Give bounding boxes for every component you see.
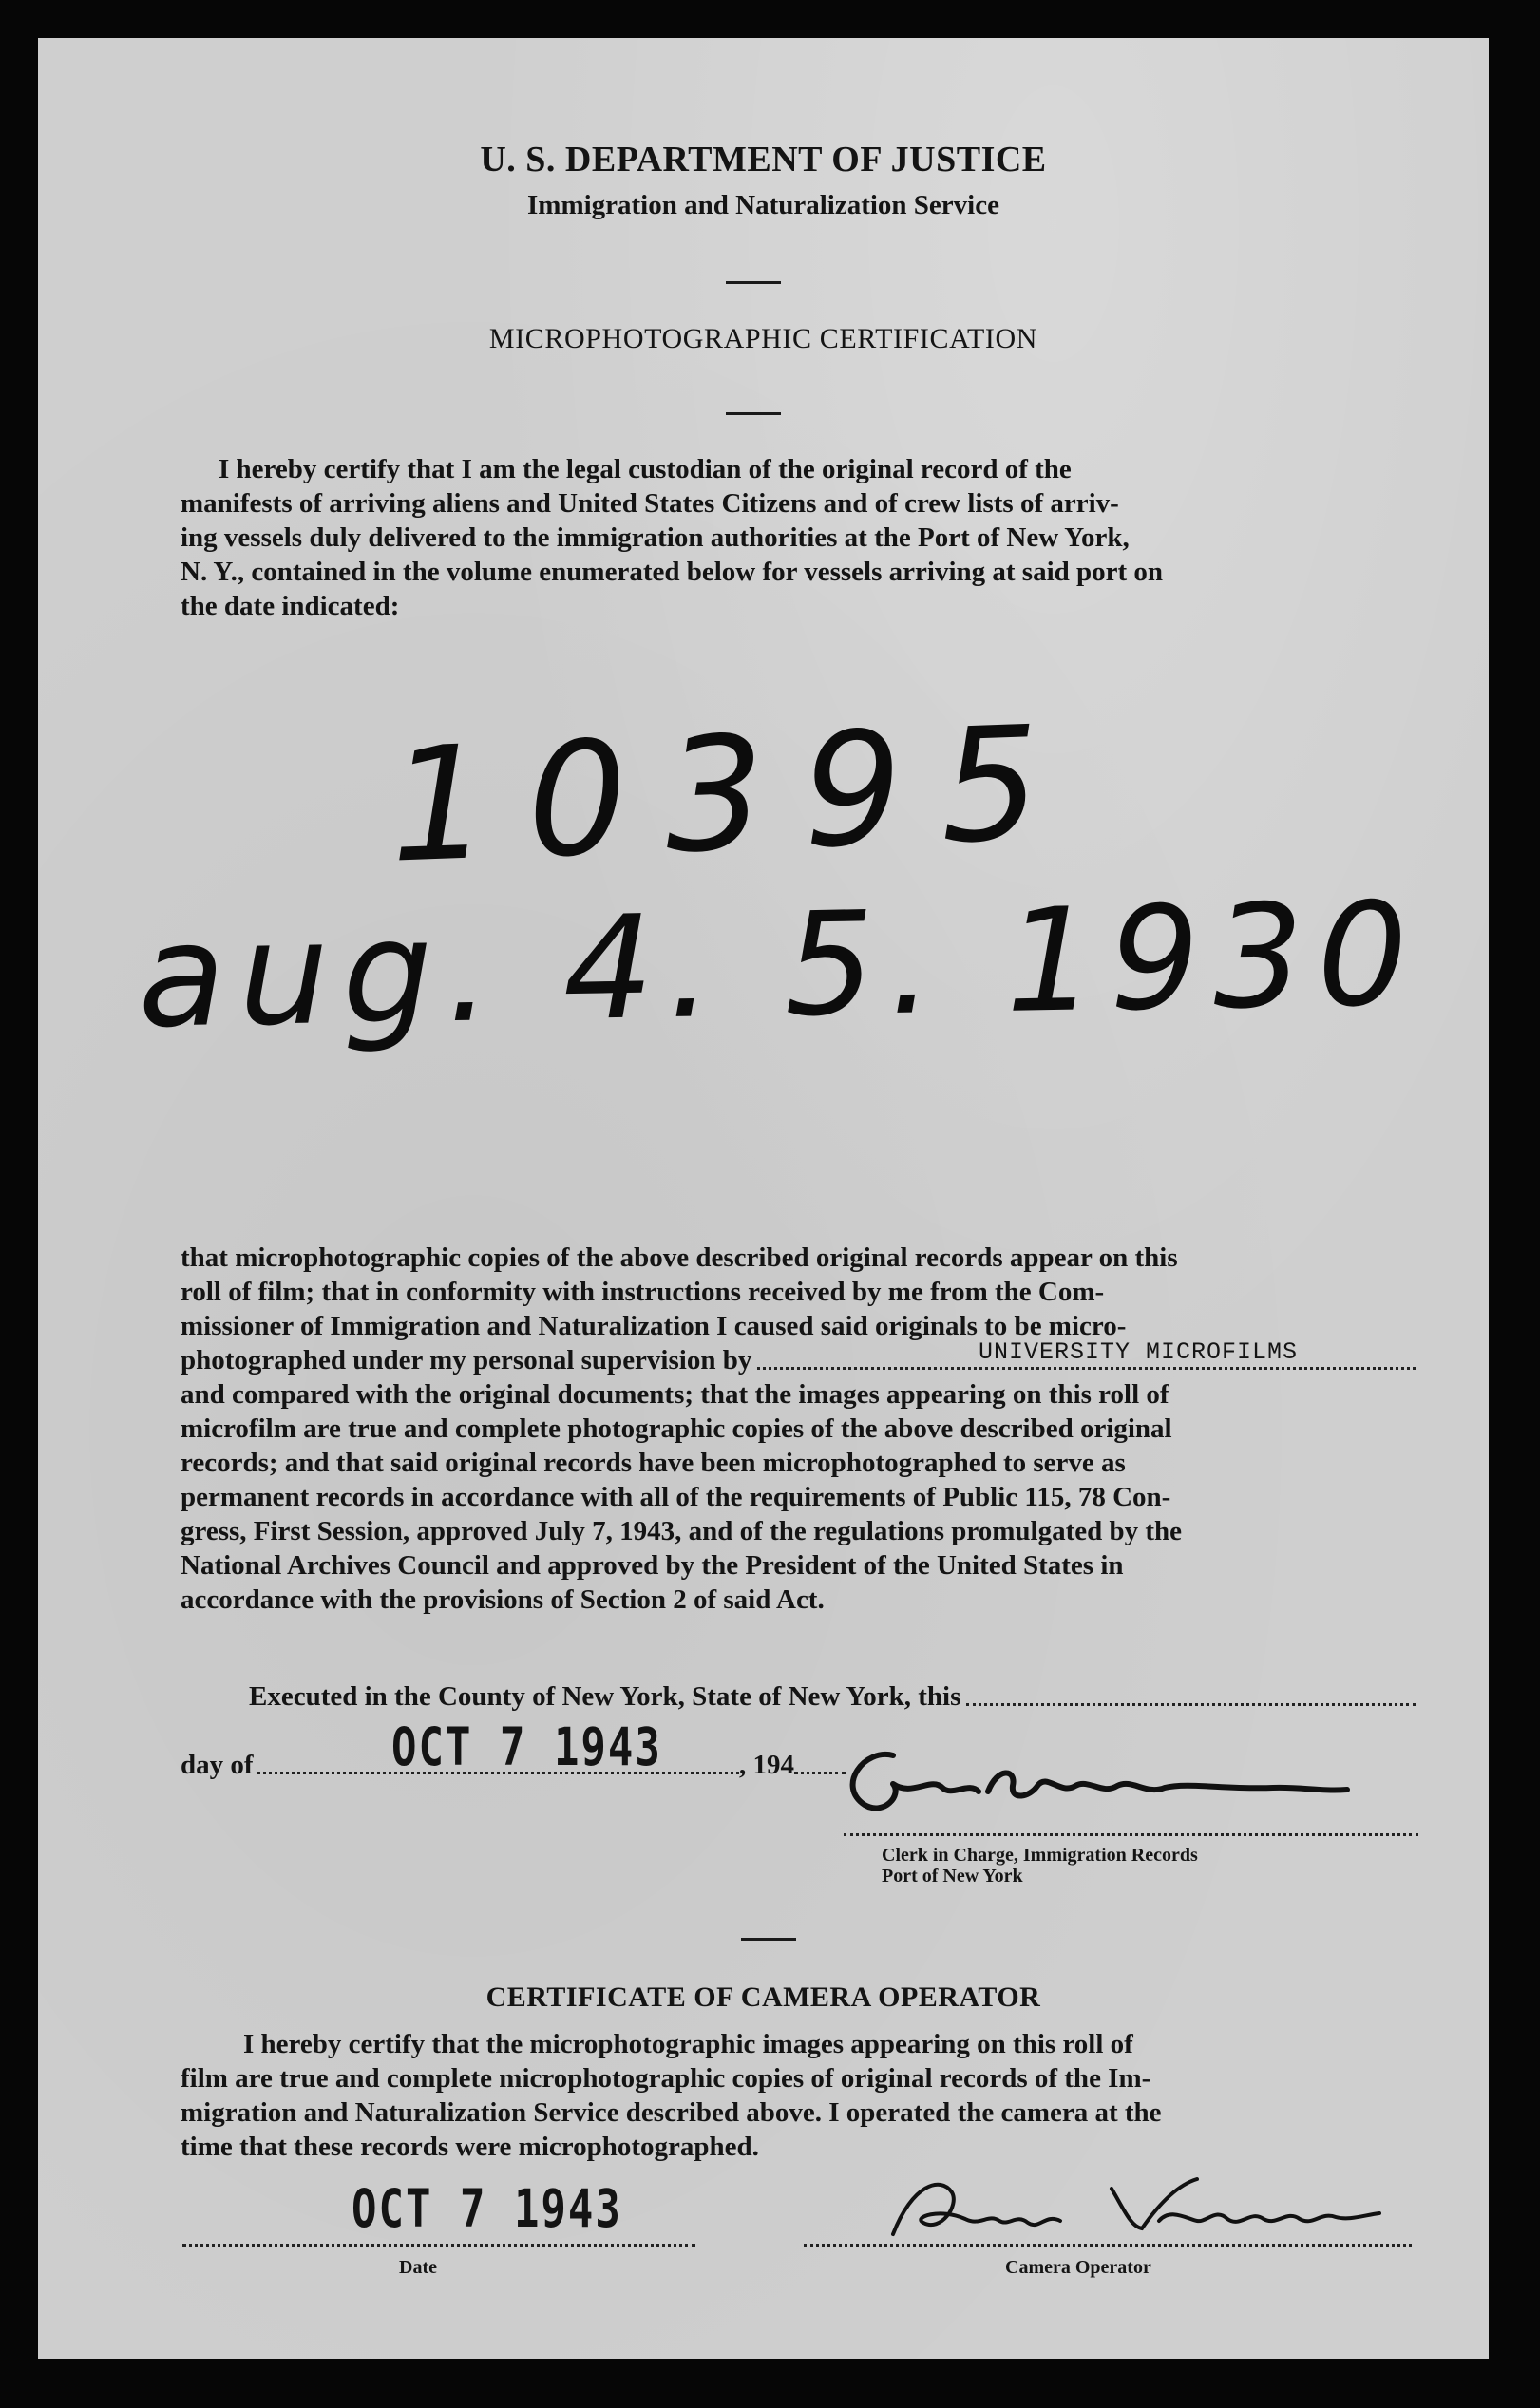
camera-line: migration and Naturalization Service described above. I operated the camera at the xyxy=(181,2097,1162,2128)
section-title: MICROPHOTOGRAPHIC CERTIFICATION xyxy=(488,323,1038,354)
custodian-line: I hereby certify that I am the legal custodian of the original record of the xyxy=(219,454,1072,484)
divider-top xyxy=(726,281,781,284)
certification-page xyxy=(38,38,1489,2359)
camera-line: film are true and complete microphotographic copies of original records of the Im- xyxy=(181,2063,1151,2094)
custodian-line: the date indicated: xyxy=(181,591,400,621)
body-line: gress, First Session, approved July 7, 1943, and of the regulations promulgated by the xyxy=(181,1516,1183,1546)
executed-text: Executed in the County of New York, State of New York, this xyxy=(249,1681,961,1712)
operator-signature xyxy=(874,2166,1387,2251)
clerk-title-line2: Port of New York xyxy=(882,1866,1023,1887)
body-line-text: photographed under my personal supervision by xyxy=(181,1345,752,1375)
executed-date-stamp: OCT 7 1943 xyxy=(391,1717,662,1778)
body-line: roll of film; that in conformity with instructions received by me from the Com- xyxy=(181,1277,1105,1307)
operator-dotted-line xyxy=(804,2244,1412,2247)
service-subtitle: Immigration and Naturalization Service xyxy=(527,190,999,220)
body-line: microfilm are true and complete photographic copies of the above described original xyxy=(181,1413,1172,1444)
executed-dotted-line xyxy=(966,1703,1416,1706)
handwritten-date-range: aug. 4. 5. 1930 xyxy=(136,872,1423,1060)
camera-line: I hereby certify that the microphotographic images appearing on this roll of xyxy=(243,2029,1133,2059)
divider-bottom xyxy=(741,1938,796,1941)
body-line: missioner of Immigration and Naturalization I caused said originals to be micro- xyxy=(181,1311,1127,1341)
executed-line xyxy=(249,1679,1416,1714)
body-paragraph xyxy=(181,1241,1416,1617)
operator-label: Camera Operator xyxy=(1005,2257,1151,2278)
clerk-signature-image xyxy=(827,1729,1359,1833)
body-line: that microphotographic copies of the above described original records appear on this xyxy=(181,1242,1178,1273)
year-prefix: , 194 xyxy=(739,1750,794,1780)
clerk-signature xyxy=(827,1729,1359,1833)
handwritten-volume-number: 10395 xyxy=(386,691,1082,898)
department-title: U. S. DEPARTMENT OF JUSTICE xyxy=(480,140,1047,180)
camera-date-stamp: OCT 7 1943 xyxy=(352,2179,622,2240)
typed-company-name: UNIVERSITY MICROFILMS xyxy=(979,1338,1299,1366)
divider-second xyxy=(726,412,781,415)
body-line: and compared with the original documents; that the images appearing on this roll of xyxy=(181,1379,1169,1410)
date-label: Date xyxy=(399,2257,437,2278)
date-dotted-line xyxy=(182,2244,695,2247)
body-line: accordance with the provisions of Section 2 of said Act. xyxy=(181,1584,825,1615)
operator-signature-image xyxy=(874,2166,1387,2251)
body-line: National Archives Council and approved by the President of the United States in xyxy=(181,1550,1124,1581)
camera-paragraph xyxy=(181,2027,1416,2164)
custodian-paragraph xyxy=(181,452,1416,623)
custodian-line: N. Y., contained in the volume enumerated below for vessels arriving at said port on xyxy=(181,557,1164,587)
camera-line: time that these records were microphotographed. xyxy=(181,2132,759,2162)
camera-section-title: CERTIFICATE OF CAMERA OPERATOR xyxy=(485,1981,1041,2013)
clerk-title-line1: Clerk in Charge, Immigration Records xyxy=(882,1845,1198,1866)
body-line: records; and that said original records have been microphotographed to serve as xyxy=(181,1448,1126,1478)
body-line: permanent records in accordance with all of the requirements of Public 115, 78 Con- xyxy=(181,1482,1171,1512)
day-of-label: day of xyxy=(181,1750,254,1780)
clerk-signature-line xyxy=(844,1833,1418,1836)
supervisor-dotted-line xyxy=(757,1367,1416,1370)
custodian-line: manifests of arriving aliens and United States Citizens and of crew lists of arriv- xyxy=(181,488,1119,519)
custodian-line: ing vessels duly delivered to the immigration authorities at the Port of New York, xyxy=(181,522,1130,553)
